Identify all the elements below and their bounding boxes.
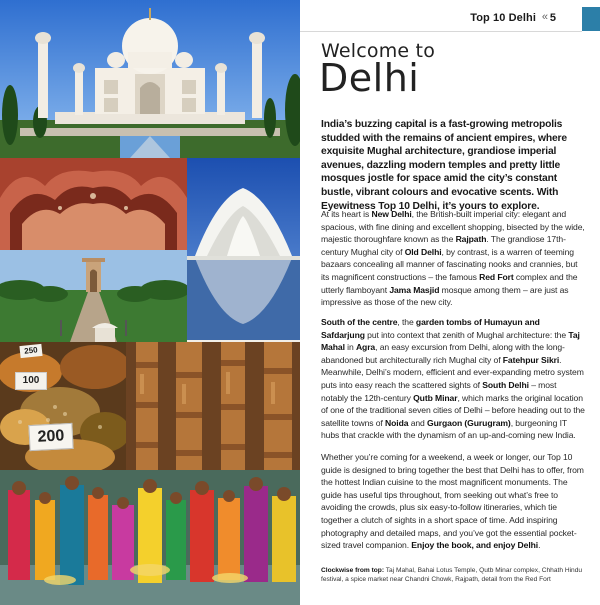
page-number: 5 (549, 12, 556, 24)
lotus-temple-photo (187, 158, 300, 340)
section-title: Top 10 Delhi (470, 12, 536, 24)
body-paragraph-2: South of the centre, the garden tombs of Humayun and Safdarjung put into context that zenith of Mughal architecture: the Taj Mahal in Agra, an easy excursion from Delhi, along with the long-abandoned but architecturally rich Mughal city of Fatehpur Sikri. Meanwhile, Delhi’s modern, efficient and ever-expanding metro system puts into easy reach the scattered sights of South Delhi – most notably the 12th-century Qutb Minar, which marks the original location of one of the traditional seven cities of Delhi – before heading out to the satellite towns of Noida and Gurgaon (Gurugram), burgeoning IT hubs that crackle with the dynamism of an up-and-coming new India. (321, 317, 585, 441)
photo-caption: Clockwise from top: Taj Mahal, Bahai Lotus Temple, Qutb Minar complex, Chhath Hindu festival, a spice market near Chandni Chowk, Rajpath, detail from the Red Fort (321, 567, 583, 583)
rajpath-photo (0, 250, 187, 342)
taj-mahal-photo (0, 0, 300, 158)
chhath-festival-photo (0, 470, 300, 605)
body-paragraph-1: At its heart is New Delhi, the British-built imperial city: elegant and spacious, with fine dining and excellent shopping, bisected by the wide, majestic thoroughfare known as the Rajpath. The grandiose 17th-century Mughal city of Old Delhi, by contrast, is a warren of teeming bazaars concealing all manner of fascinating nooks and crannies, but its magnificent constructions – the famous Red Fort complex and the utterly flamboyant Jama Masjid mosque among them – are just as impressive as those of the new city. (321, 209, 585, 308)
running-header (300, 7, 582, 32)
text-column (300, 0, 600, 605)
price-tag-100: 100 (15, 372, 47, 390)
spice-market-photo (0, 342, 126, 470)
price-tag-250: 250 (19, 344, 42, 358)
chevron-left-icon: « (541, 11, 548, 23)
page-accent-tab (582, 7, 600, 31)
body-paragraph-3: Whether you’re coming for a weekend, a week or longer, our Top 10 guide is designed to bring together the best that Delhi has to offer, from the hottest Indian cuisine to the most magnificent monuments. The guide has useful tips throughout, from seeking out what’s free to avoiding the crowds, plus six easy-to-follow itineraries, which tie together a clutch of sights in a short space of time. Add inspiring photography and detailed maps, and you’ve got the essential pocket-sized travel companion. Enjoy the book, and enjoy Delhi. (321, 452, 584, 551)
price-tag-200: 200 (28, 423, 73, 451)
red-fort-detail-photo (0, 158, 187, 250)
intro-paragraph: India’s buzzing capital is a fast-growing metropolis studded with the remains of ancient empires, where exquisite Mughal architecture, grandiose imperial avenues, dazzling modern temples and pretty little mosques jostle for space amid the city’s constant bustle, vibrant colours and evocative scents. With Eyewitness Top 10 Delhi, it’s yours to explore. (321, 119, 567, 212)
qutb-minar-photo (126, 342, 300, 470)
title-small: Welcome to (321, 40, 436, 62)
title-large: Delhi (319, 56, 420, 100)
